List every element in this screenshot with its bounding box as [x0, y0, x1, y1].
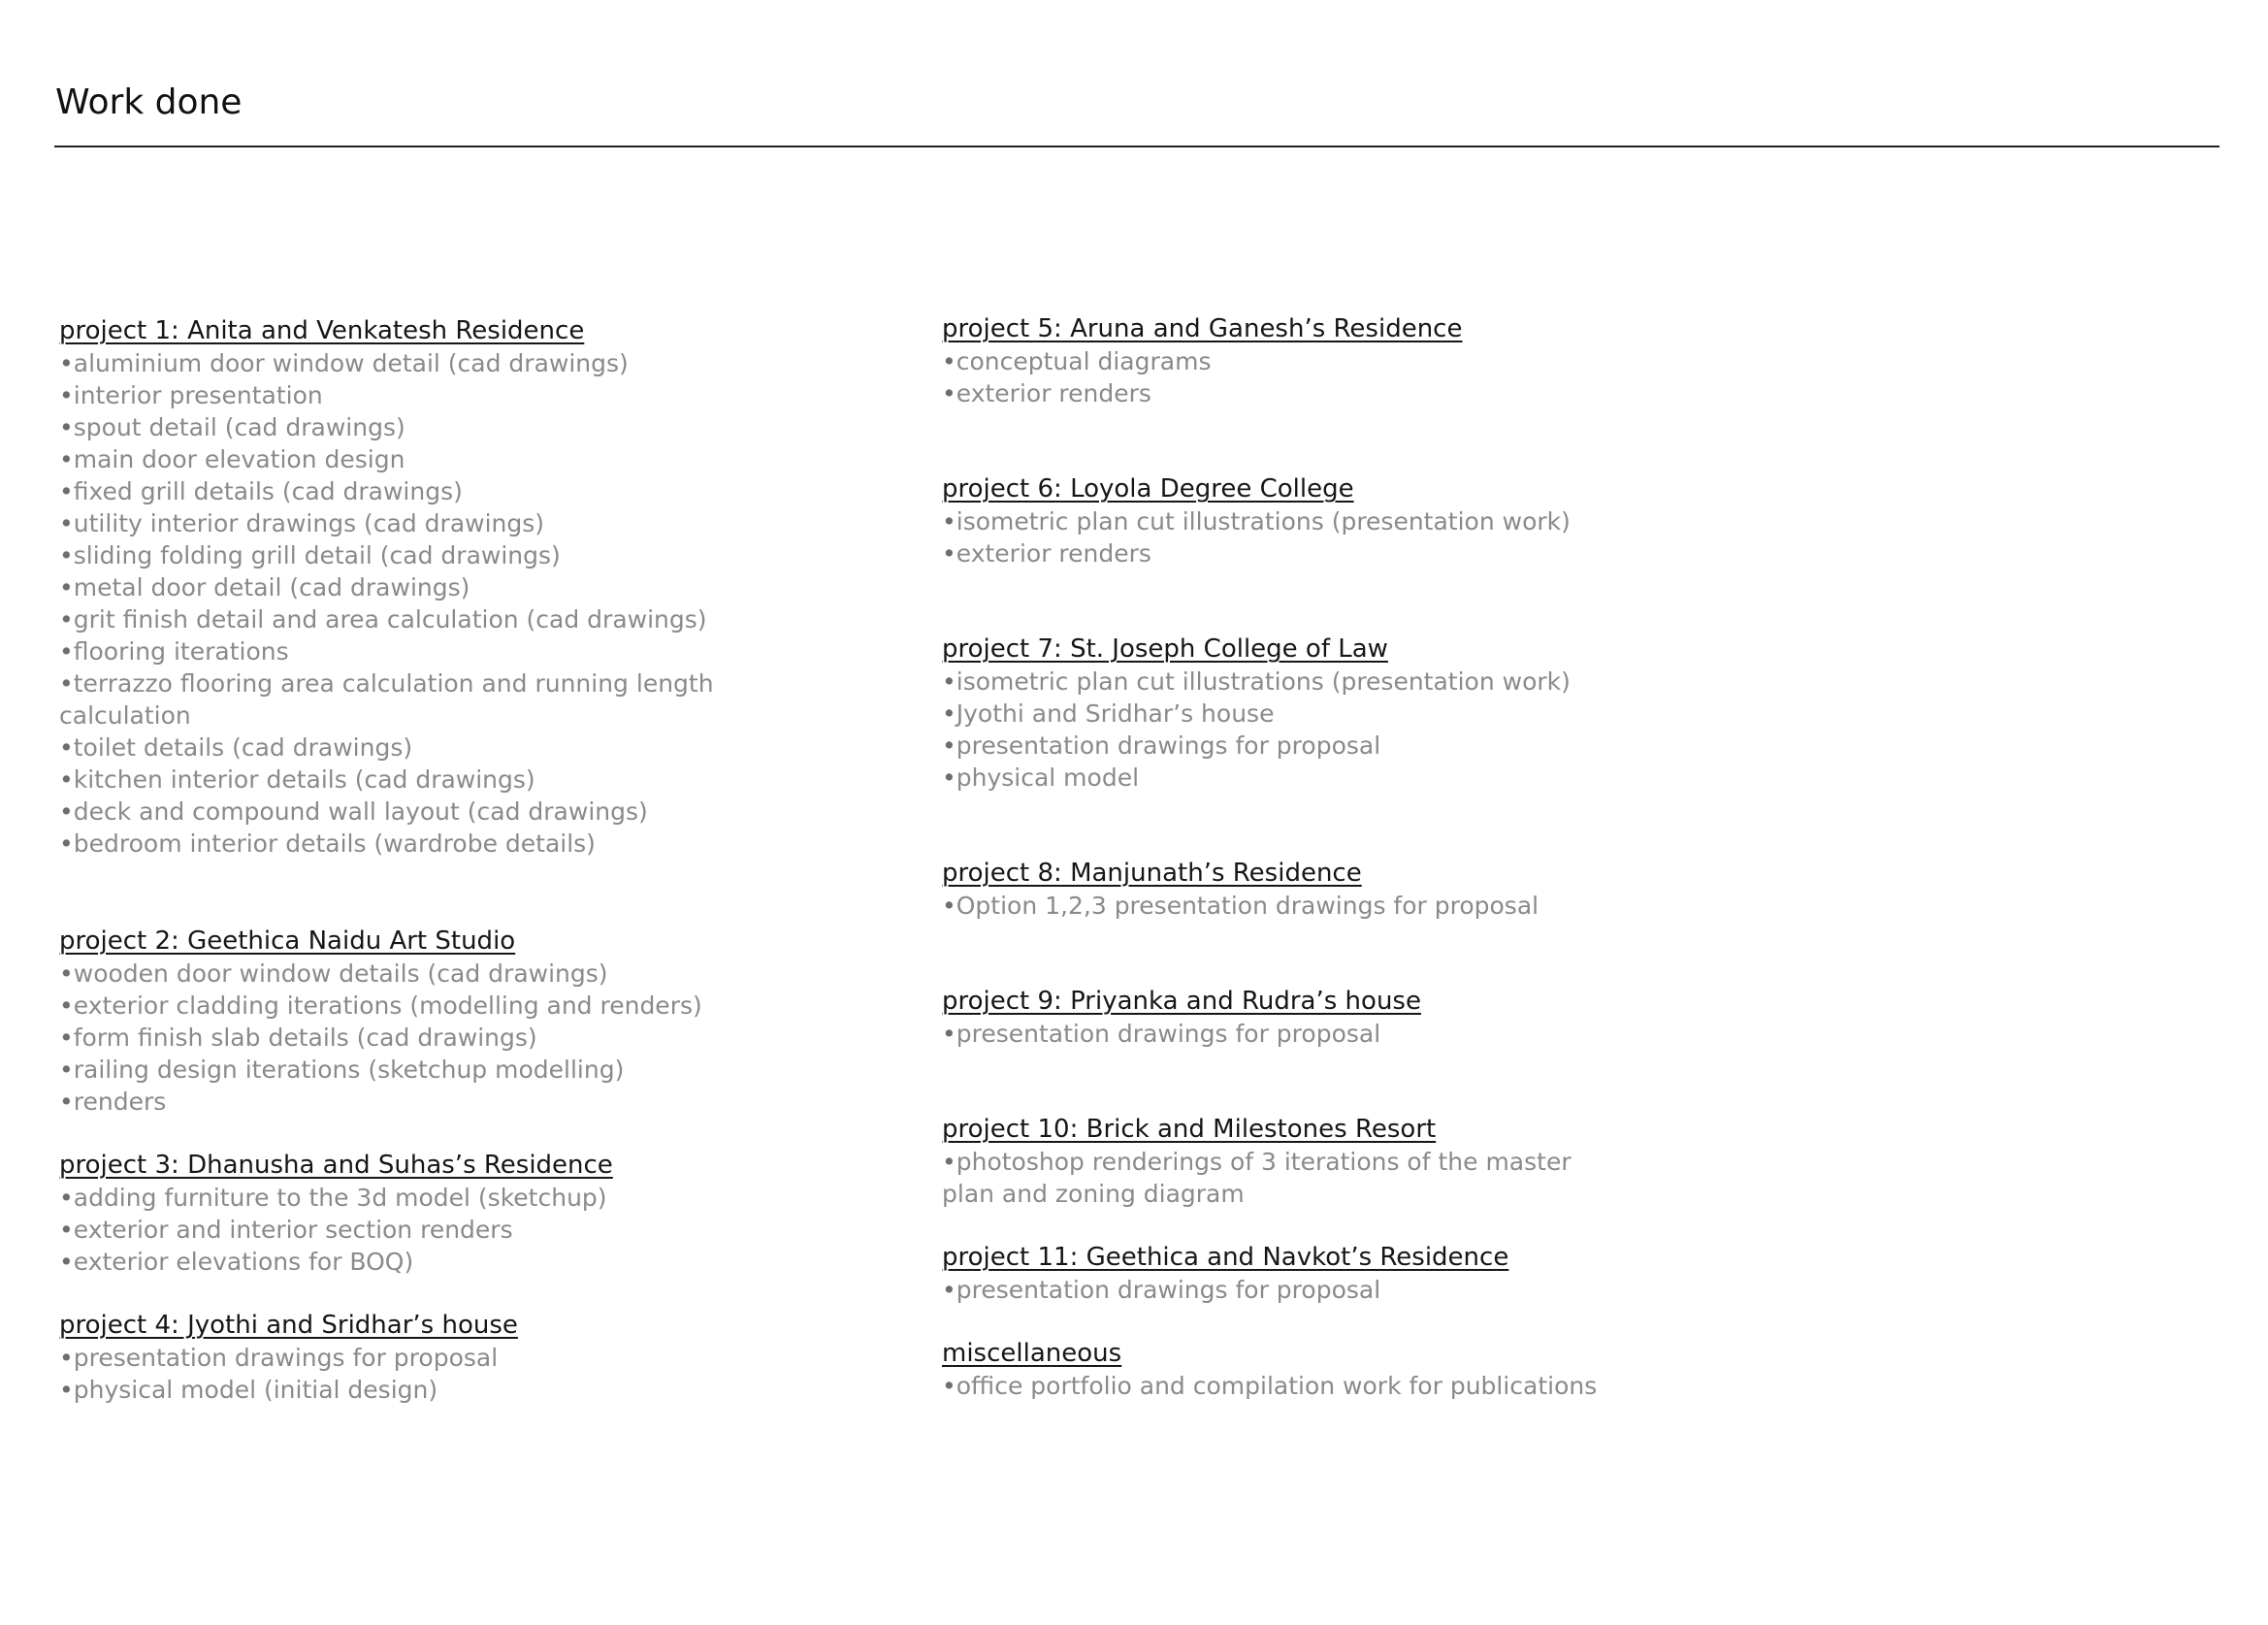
task-item: •physical model [942, 764, 1140, 792]
project-title: project 10: Brick and Milestones Resort [942, 1115, 1437, 1144]
task-item: •toilet details (cad drawings) [59, 733, 413, 762]
bullet-icon: • [942, 764, 956, 792]
bullet-icon: • [59, 1376, 74, 1404]
bullet-icon: • [59, 669, 74, 698]
task-item: •Jyothi and Sridhar’s house [942, 699, 1275, 728]
task-item: •aluminium door window detail (cad drawings) [59, 349, 629, 377]
bullet-icon: • [59, 733, 74, 762]
bullet-icon: • [942, 667, 956, 696]
task-item: •office portfolio and compilation work for publications [942, 1372, 1598, 1400]
task-item: •exterior renders [942, 539, 1151, 568]
task-item: •physical model (initial design) [59, 1376, 438, 1404]
bullet-icon: • [59, 349, 74, 377]
bullet-icon: • [59, 1088, 74, 1116]
bullet-icon: • [59, 445, 74, 473]
project-section [942, 1242, 1912, 1306]
bullet-icon: • [942, 731, 956, 760]
bullet-icon: • [942, 539, 956, 568]
project-title: project 11: Geethica and Navkot’s Residence [942, 1243, 1509, 1272]
task-item: •adding furniture to the 3d model (sketchup) [59, 1184, 607, 1212]
task-item: •kitchen interior details (cad drawings) [59, 765, 535, 794]
task-list [59, 958, 796, 1118]
bullet-icon: • [59, 1056, 74, 1084]
project-section [59, 1150, 796, 1278]
project-section [942, 1338, 1912, 1402]
task-item: •form finish slab details (cad drawings) [59, 1024, 537, 1052]
task-item: •presentation drawings for proposal [942, 1020, 1381, 1048]
bullet-icon: • [942, 1276, 956, 1304]
task-item: •sliding folding grill detail (cad drawings) [59, 541, 561, 569]
bullet-icon: • [59, 1344, 74, 1372]
task-item: •flooring iterations [59, 637, 289, 666]
task-item: •railing design iterations (sketchup modelling) [59, 1056, 625, 1084]
bullet-icon: • [942, 347, 956, 375]
task-item: •bedroom interior details (wardrobe details) [59, 829, 596, 858]
project-title: project 3: Dhanusha and Suhas’s Residence [59, 1151, 613, 1180]
task-item: •deck and compound wall layout (cad drawings) [59, 797, 648, 826]
task-list [59, 1182, 796, 1278]
bullet-icon: • [59, 381, 74, 409]
task-item: •metal door detail (cad drawings) [59, 573, 470, 601]
task-item: •fixed grill details (cad drawings) [59, 477, 463, 505]
project-section [942, 634, 1912, 794]
bullet-icon: • [942, 699, 956, 728]
project-title: project 9: Priyanka and Rudra’s house [942, 987, 1421, 1016]
bullet-icon: • [59, 573, 74, 601]
task-item: •presentation drawings for proposal [942, 1276, 1381, 1304]
bullet-icon: • [59, 1184, 74, 1212]
project-section [59, 926, 796, 1118]
task-item: •spout detail (cad drawings) [59, 413, 405, 441]
bullet-icon: • [59, 959, 74, 988]
title-divider [54, 146, 2219, 147]
bullet-icon: • [59, 477, 74, 505]
bullet-icon: • [59, 509, 74, 537]
project-section [942, 313, 1912, 409]
bullet-icon: • [942, 1020, 956, 1048]
project-section [59, 315, 796, 860]
project-title: project 1: Anita and Venkatesh Residence [59, 316, 585, 345]
task-list [942, 1370, 1912, 1402]
task-item: •renders [59, 1088, 167, 1116]
project-title: miscellaneous [942, 1339, 1122, 1368]
task-item: •interior presentation [59, 381, 323, 409]
task-item: •exterior cladding iterations (modelling and renders) [59, 991, 702, 1020]
bullet-icon: • [59, 1248, 74, 1276]
project-title: project 8: Manjunath’s Residence [942, 859, 1362, 888]
bullet-icon: • [59, 1024, 74, 1052]
project-section [942, 986, 1912, 1050]
task-item: •wooden door window details (cad drawings) [59, 959, 608, 988]
project-title: project 7: St. Joseph College of Law [942, 634, 1388, 664]
project-section [942, 858, 1912, 922]
task-item: •isometric plan cut illustrations (presentation work) [942, 507, 1571, 536]
task-item: •exterior and interior section renders [59, 1216, 513, 1244]
bullet-icon: • [59, 829, 74, 858]
task-item: •main door elevation design [59, 445, 405, 473]
bullet-icon: • [59, 1216, 74, 1244]
task-item: •exterior renders [942, 379, 1151, 407]
bullet-icon: • [59, 413, 74, 441]
task-item: •conceptual diagrams [942, 347, 1212, 375]
bullet-icon: • [59, 765, 74, 794]
project-section [942, 1114, 1912, 1210]
task-item: •Option 1,2,3 presentation drawings for proposal [942, 892, 1539, 920]
bullet-icon: • [59, 797, 74, 826]
bullet-icon: • [59, 541, 74, 569]
project-title: project 4: Jyothi and Sridhar’s house [59, 1311, 518, 1340]
task-item: •isometric plan cut illustrations (presentation work) [942, 667, 1571, 696]
project-section [59, 1310, 796, 1406]
task-list [942, 1274, 1912, 1306]
task-list [59, 1342, 796, 1406]
bullet-icon: • [942, 507, 956, 536]
bullet-icon: • [59, 637, 74, 666]
bullet-icon: • [59, 605, 74, 634]
task-item: •exterior elevations for BOQ) [59, 1248, 414, 1276]
task-item: •terrazzo flooring area calculation and running length calculation [59, 669, 714, 730]
bullet-icon: • [942, 892, 956, 920]
task-list [942, 666, 1912, 794]
task-list [942, 505, 1912, 569]
project-title: project 6: Loyola Degree College [942, 474, 1354, 504]
bullet-icon: • [942, 1372, 956, 1400]
project-section [942, 473, 1912, 569]
bullet-icon: • [942, 379, 956, 407]
task-item: •presentation drawings for proposal [59, 1344, 499, 1372]
task-item: •grit finish detail and area calculation (cad drawings) [59, 605, 707, 634]
task-list [59, 347, 796, 860]
task-list [942, 345, 1912, 409]
task-item: •presentation drawings for proposal [942, 731, 1381, 760]
task-item: •photoshop renderings of 3 iterations of the master plan and zoning diagram [942, 1148, 1571, 1208]
bullet-icon: • [942, 1148, 956, 1176]
project-title: project 2: Geethica Naidu Art Studio [59, 926, 516, 956]
page-title: Work done [55, 82, 243, 122]
task-item: •utility interior drawings (cad drawings) [59, 509, 545, 537]
task-list [942, 1018, 1912, 1050]
bullet-icon: • [59, 991, 74, 1020]
task-list [942, 890, 1912, 922]
project-title: project 5: Aruna and Ganesh’s Residence [942, 314, 1463, 343]
task-list [942, 1146, 1912, 1210]
